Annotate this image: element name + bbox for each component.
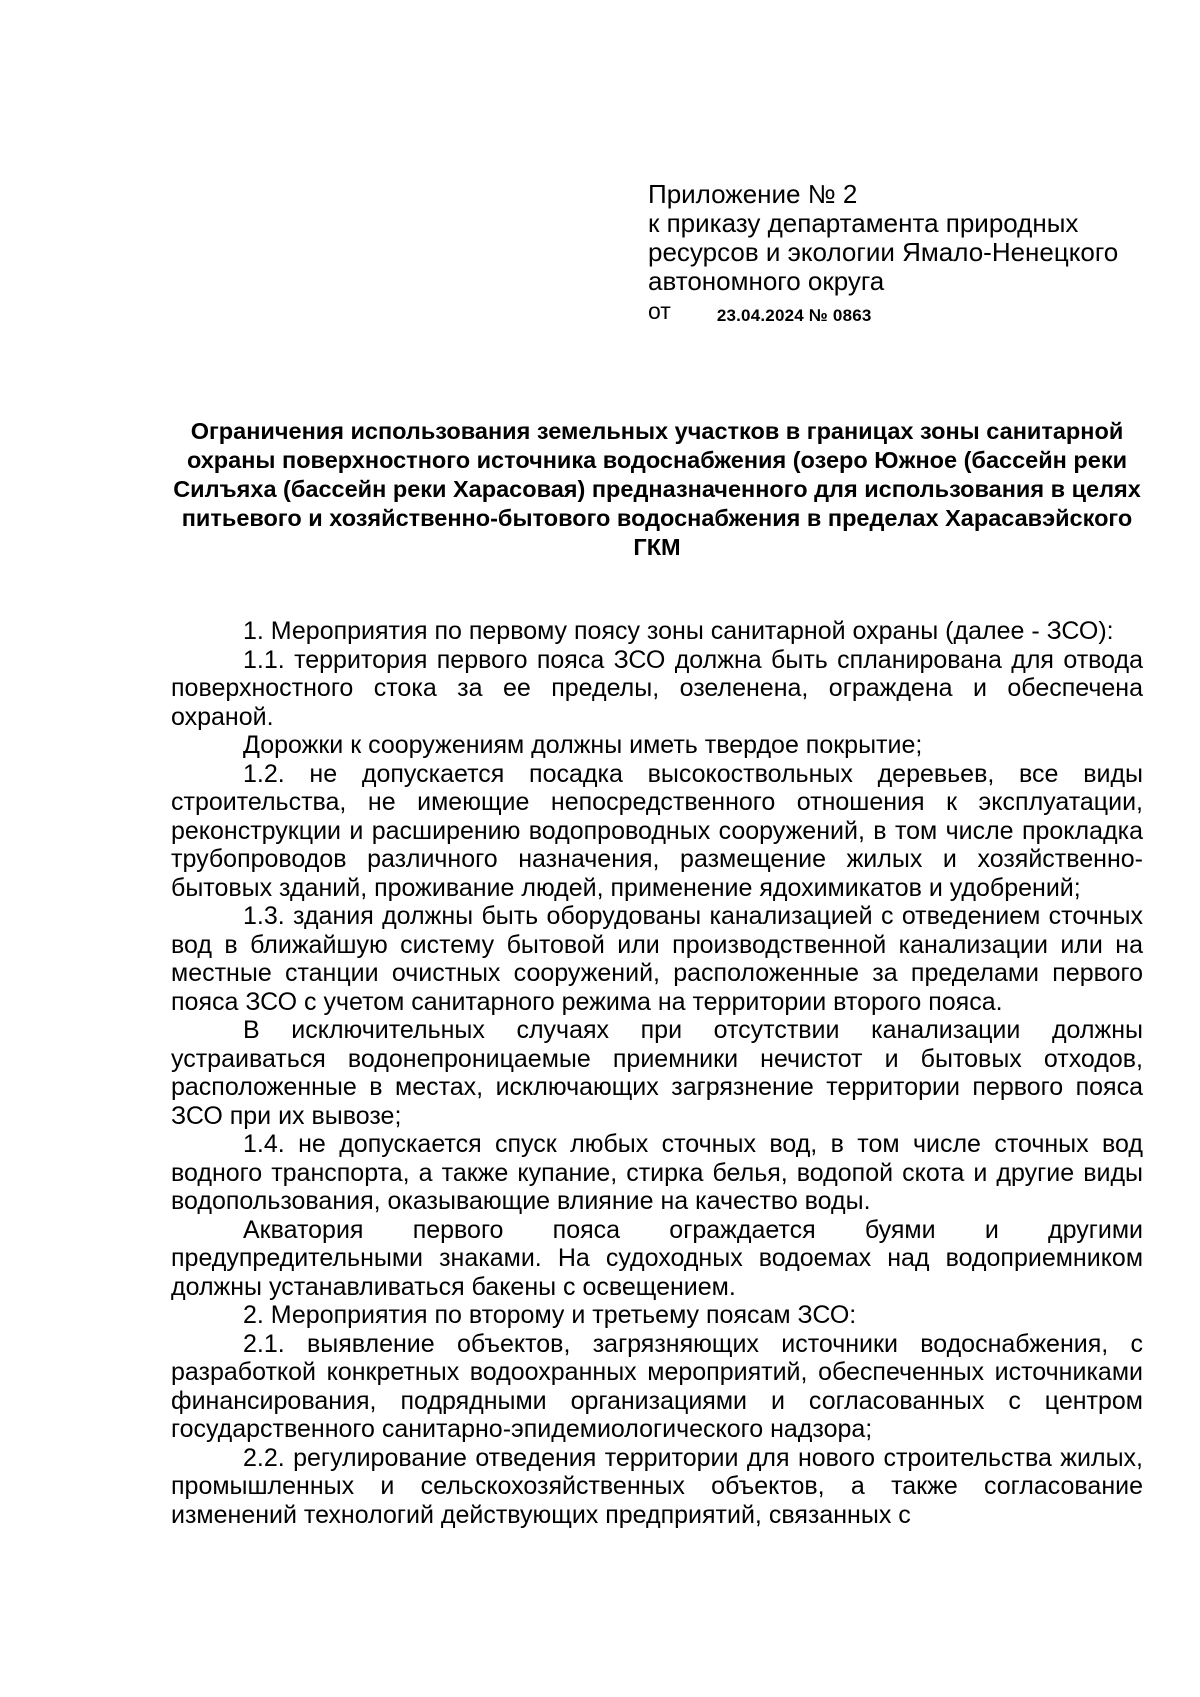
- paragraph: Дорожки к сооружениям должны иметь твердое покрытие;: [243, 731, 923, 759]
- paragraph: 1.2. не допускается посадка высокоствольных деревьев, все виды строительства, не имеющие непосредственного отношения к эксплуатации, реконструкции и расширению водопроводных сооружений, в том числе прокладка трубопроводов различного назначения, размещение жилых и хозяйственно-бытовых зданий, проживание людей, применение ядохимикатов и удобрений;: [171, 759, 1143, 902]
- paragraph: 2. Мероприятия по второму и третьему поясам ЗСО:: [243, 1301, 857, 1329]
- appendix-header: [648, 180, 1148, 328]
- paragraph: 2.2. регулирование отведения территории для нового строительства жилых, промышленных и сельскохозяйственных объектов, а также согласование изменений технологий действующих предприятий, связанных с: [171, 1443, 1143, 1529]
- appendix-line-1: Приложение № 2: [648, 179, 858, 209]
- paragraph: 1.4. не допускается спуск любых сточных вод, в том числе сточных вод водного транспорта, а также купание, стирка белья, водопой скота и другие виды водопользования, оказывающие влияние на качество воды.: [171, 1130, 1143, 1215]
- appendix-date-row: [648, 297, 1148, 328]
- paragraph: 1.1. территория первого пояса ЗСО должна быть спланирована для отвода поверхностного стока за ее пределы, озеленена, ограждена и обеспечена охраной.: [171, 645, 1143, 731]
- paragraph: 2.1. выявление объектов, загрязняющих источники водоснабжения, с разработкой конкретных водоохранных мероприятий, обеспеченных источниками финансирования, подрядными организациями и согласованных с центром государственного санитарно-эпидемиологического надзора;: [171, 1329, 1143, 1443]
- appendix-line-2: к приказу департамента природных: [648, 208, 1079, 238]
- document-body: [171, 617, 1143, 1529]
- document-title: Ограничения использования земельных участков в границах зоны санитарной охраны поверхностного источника водоснабжения (озеро Южное (бассейн реки Силъяха (бассейн реки Харасовая) предназначенного для использования в целях питьевого и хозяйственно-бытового водоснабжения в пределах Харасавэйского ГКМ: [173, 418, 1141, 560]
- appendix-line-3: ресурсов и экологии Ямало-Ненецкого: [648, 237, 1119, 267]
- paragraph: 1.3. здания должны быть оборудованы канализацией с отведением сточных вод в ближайшую систему бытовой или производственной канализации или на местные станции очистных сооружений, расположенные за пределами первого пояса ЗСО с учетом санитарного режима на территории второго пояса.: [171, 902, 1143, 1016]
- paragraph: Акватория первого пояса ограждается буями и другими предупредительными знаками. На судоходных водоемах над водоприемником должны устанавливаться бакены с освещением.: [171, 1215, 1143, 1301]
- appendix-ot-label: от: [648, 298, 671, 324]
- appendix-line-4: автономного округа: [648, 266, 885, 296]
- paragraph: В исключительных случаях при отсутствии канализации должны устраиваться водонепроницаемые приемники нечистот и бытовых отходов, расположенные в местах, исключающих загрязнение территории первого пояса ЗСО при их вывозе;: [171, 1016, 1143, 1130]
- paragraph: 1. Мероприятия по первому поясу зоны санитарной охраны (далее - ЗСО):: [243, 617, 1114, 645]
- appendix-date-number: 23.04.2024 № 0863: [716, 306, 872, 325]
